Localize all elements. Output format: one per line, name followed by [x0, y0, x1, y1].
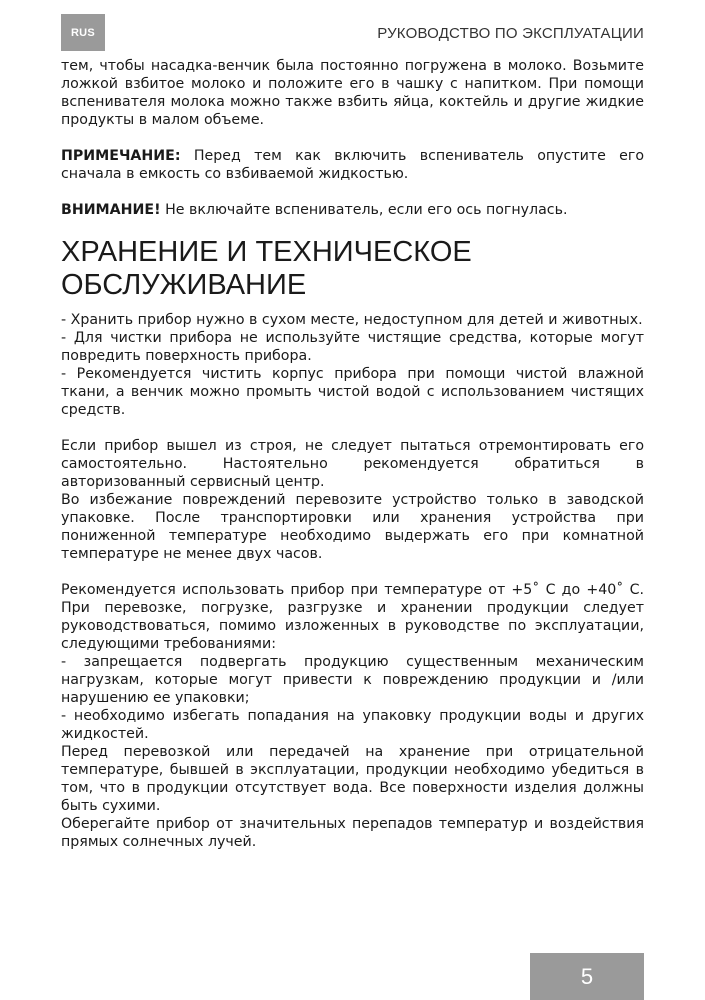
- note-text: Перед тем как включить вспениватель опустите его сначала в емкость со взбиваемой жидкостью.: [61, 148, 644, 182]
- warning-label: ВНИМАНИЕ!: [61, 202, 161, 218]
- note-paragraph: [61, 147, 644, 183]
- header-title: РУКОВОДСТВО ПО ЭКСПЛУАТАЦИИ: [377, 25, 644, 42]
- page-number: 5: [530, 953, 644, 1000]
- page-content: [61, 57, 644, 851]
- note-label: ПРИМЕЧАНИЕ:: [61, 148, 181, 164]
- warning-paragraph: [61, 201, 644, 219]
- section-title-line2: ОБСЛУЖИВАНИЕ: [61, 269, 307, 301]
- intro-paragraph: тем, чтобы насадка-венчик была постоянно погружена в молоко. Возьмите ложкой взбитое молоко и положите его в чашку с напитком. При помощи вспенивателя молока можно также взбить яйца, коктейль и другие жидкие продукты в малом объеме.: [61, 58, 644, 128]
- care-item: - Хранить прибор нужно в сухом месте, недоступном для детей и животных.: [61, 312, 643, 328]
- care-item: - Рекомендуется чистить корпус прибора при помощи чистой влажной ткани, а венчик можно промыть чистой водой с использованием чистящих средств.: [61, 366, 644, 418]
- section-title: [61, 236, 644, 302]
- warning-text: Не включайте вспениватель, если его ось погнулась.: [160, 202, 568, 218]
- transport-paragraph: Оберегайте прибор от значительных перепадов температур и воздействия прямых солнечных лучей.: [61, 816, 644, 850]
- language-tab: RUS: [61, 14, 105, 51]
- transport-paragraph: - необходимо избегать попадания на упаковку продукции воды и других жидкостей.: [61, 708, 644, 742]
- repair-paragraph: Во избежание повреждений перевозите устройство только в заводской упаковке. После транспортировки или хранения устройства при пониженной температуре необходимо выдержать его при комнатной температуре не менее двух часов.: [61, 492, 644, 562]
- transport-paragraph: Рекомендуется использовать прибор при температуре от +5˚ С до +40˚ С. При перевозке, погрузке, разгрузке и хранении продукции следует руководствоваться, помимо изложенных в руководстве по эксплуатации, следующими требованиями:: [61, 582, 644, 652]
- repair-paragraph: Если прибор вышел из строя, не следует пытаться отремонтировать его самостоятельно. Настоятельно рекомендуется обратиться в авторизованный сервисный центр.: [61, 438, 644, 490]
- transport-paragraph: - запрещается подвергать продукцию существенным механическим нагрузкам, которые могут привести к повреждению продукции и /или нарушению ее упаковки;: [61, 654, 644, 706]
- section-title-line1: ХРАНЕНИЕ И ТЕХНИЧЕСКОЕ: [61, 236, 472, 268]
- transport-paragraph: Перед перевозкой или передачей на хранение при отрицательной температуре, бывшей в эксплуатации, продукции необходимо убедиться в том, что в продукции отсутствует вода. Все поверхности изделия должны быть сухими.: [61, 744, 644, 814]
- care-item: - Для чистки прибора не используйте чистящие средства, которые могут повредить поверхность прибора.: [61, 330, 644, 364]
